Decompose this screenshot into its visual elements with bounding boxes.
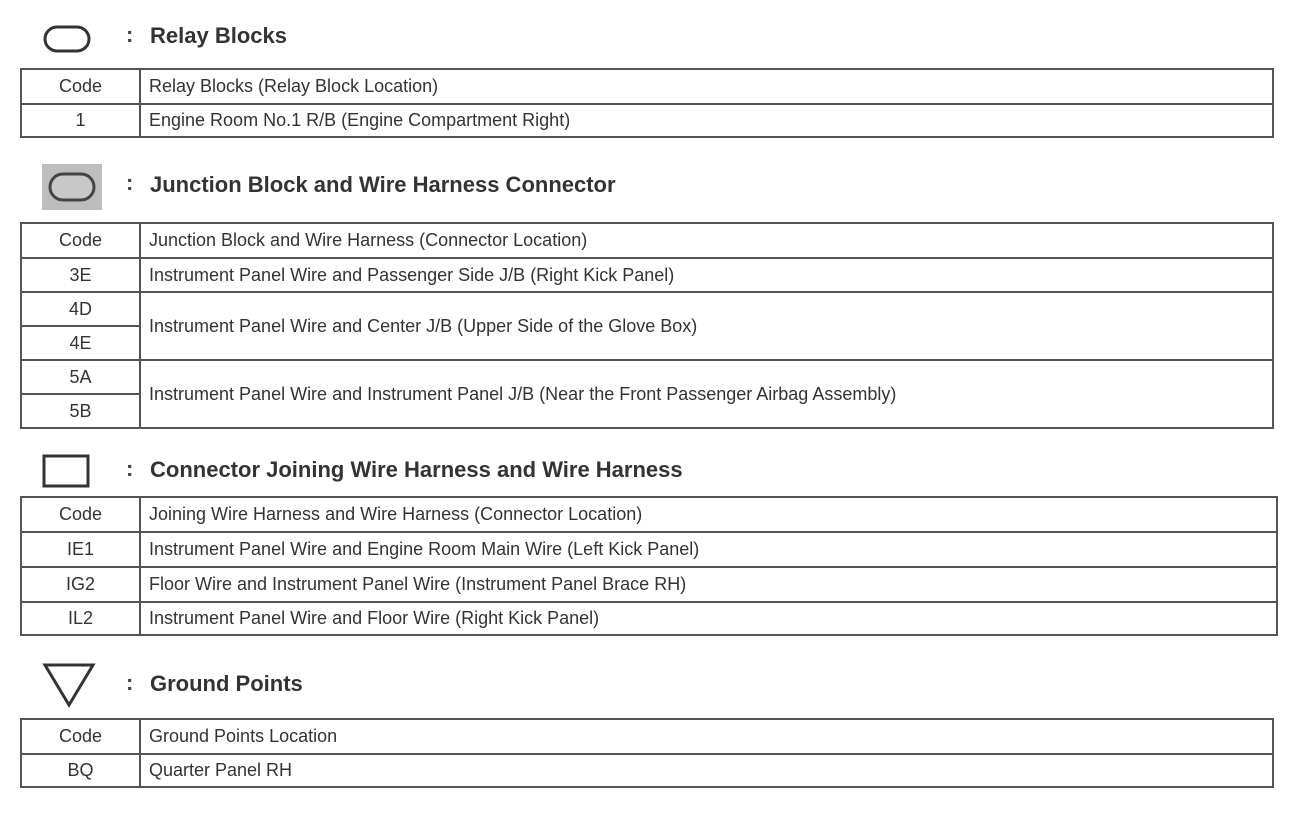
shaded-rounded-rectangle-icon bbox=[42, 164, 102, 210]
row-code: IG2 bbox=[21, 567, 140, 602]
table-row bbox=[21, 292, 1273, 326]
relay-blocks-table bbox=[20, 68, 1274, 138]
section-header bbox=[20, 662, 1280, 702]
section-colon: : bbox=[126, 670, 134, 695]
row-desc: Instrument Panel Wire and Passenger Side J/B (Right Kick Panel) bbox=[140, 258, 1273, 292]
section-colon: : bbox=[126, 22, 134, 47]
desc-header: Joining Wire Harness and Wire Harness (Connector Location) bbox=[140, 497, 1277, 532]
row-code: IE1 bbox=[21, 532, 140, 567]
section-title: Junction Block and Wire Harness Connector bbox=[150, 172, 616, 197]
row-code: 5B bbox=[21, 394, 140, 428]
row-code: 4D bbox=[21, 292, 140, 326]
table-header-row bbox=[21, 719, 1273, 754]
row-code: IL2 bbox=[21, 602, 140, 635]
table-row bbox=[21, 532, 1277, 567]
junction-block-table bbox=[20, 222, 1274, 429]
row-desc: Engine Room No.1 R/B (Engine Compartment Right) bbox=[140, 104, 1273, 137]
row-desc: Instrument Panel Wire and Center J/B (Upper Side of the Glove Box) bbox=[140, 292, 1273, 360]
row-desc: Instrument Panel Wire and Instrument Panel J/B (Near the Front Passenger Airbag Assembly) bbox=[140, 360, 1273, 428]
section-header bbox=[20, 16, 1280, 56]
table-row bbox=[21, 567, 1277, 602]
desc-header: Relay Blocks (Relay Block Location) bbox=[140, 69, 1273, 104]
code-header: Code bbox=[21, 719, 140, 754]
section-title: Connector Joining Wire Harness and Wire Harness bbox=[150, 457, 683, 482]
row-desc: Floor Wire and Instrument Panel Wire (Instrument Panel Brace RH) bbox=[140, 567, 1277, 602]
table-row bbox=[21, 360, 1273, 394]
code-header: Code bbox=[21, 223, 140, 258]
section-title: Ground Points bbox=[150, 671, 303, 696]
ground-points-table bbox=[20, 718, 1274, 788]
table-row bbox=[21, 754, 1273, 787]
row-code: 5A bbox=[21, 360, 140, 394]
row-desc: Instrument Panel Wire and Floor Wire (Right Kick Panel) bbox=[140, 602, 1277, 635]
code-header: Code bbox=[21, 69, 140, 104]
table-header-row bbox=[21, 69, 1273, 104]
desc-header: Ground Points Location bbox=[140, 719, 1273, 754]
table-row bbox=[21, 258, 1273, 292]
code-header: Code bbox=[21, 497, 140, 532]
triangle-down-icon bbox=[42, 662, 96, 708]
table-header-row bbox=[21, 497, 1277, 532]
rectangle-icon bbox=[42, 454, 90, 488]
table-row bbox=[21, 104, 1273, 137]
table-header-row bbox=[21, 223, 1273, 258]
row-desc: Instrument Panel Wire and Engine Room Main Wire (Left Kick Panel) bbox=[140, 532, 1277, 567]
rounded-rectangle-icon bbox=[42, 24, 92, 54]
row-desc: Quarter Panel RH bbox=[140, 754, 1273, 787]
section-colon: : bbox=[126, 170, 134, 195]
section-title: Relay Blocks bbox=[150, 23, 287, 48]
row-code: 4E bbox=[21, 326, 140, 360]
row-code: BQ bbox=[21, 754, 140, 787]
row-code: 1 bbox=[21, 104, 140, 137]
connector-joining-table bbox=[20, 496, 1278, 636]
section-header bbox=[20, 450, 1280, 490]
desc-header: Junction Block and Wire Harness (Connector Location) bbox=[140, 223, 1273, 258]
section-header bbox=[20, 164, 1280, 204]
table-row bbox=[21, 602, 1277, 635]
section-colon: : bbox=[126, 456, 134, 481]
row-code: 3E bbox=[21, 258, 140, 292]
